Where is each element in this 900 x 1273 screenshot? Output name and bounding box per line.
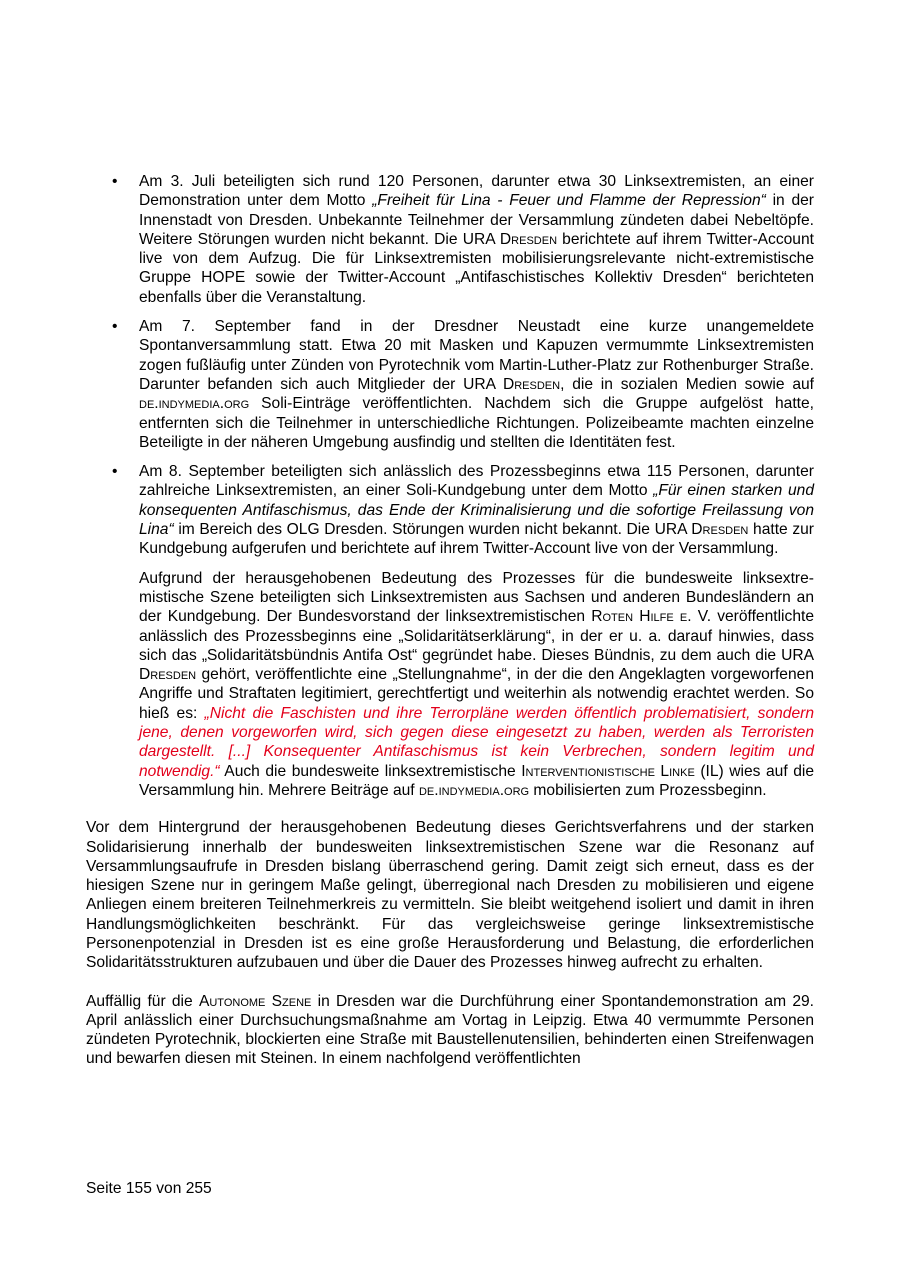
bullet-text: Am 3. Juli beteiligten sich rund 120 Personen, darunter etwa 30 Linksextremisten, an einer Demonstration unter dem Motto „Freiheit für Lina - Feuer und Flamme der Repression“ in der Innenstadt von Dresden. Unbekannte Teilnehmer der Versammlung zündeten dabei Nebeltöpfe. Weitere Störungen wurden nicht bekannt. Die URA Dresden berichtete auf ihrem Twitter-Account live von dem Aufzug. Die für Linksextremisten mobilisierungsrelevante nicht-extremistische Gruppe HOPE sowie der Twitter-Account „Antifaschistisches Kollektiv Dresden“ berichteten ebenfalls über die Veranstaltung. [139,173,814,306]
body-paragraph: Auffällig für die Autonome Szene in Dresden war die Durchführung einer Spontandemonstration am 29. April anlässlich einer Durchsuchungsmaßnahme am Vortag in Leipzig. Etwa 40 vermummte Personen zündeten Pyrotechnik, blockierten eine Straße mit Baustellenutensilien, behinderten einen Streifenwagen und bewarfen diesen mit Steinen. In einem nachfolgend veröffentlichten [86,992,814,1068]
page-number: Seite 155 von 255 [86,1180,212,1197]
list-item [86,172,814,307]
org-name: Roten Hilfe e. V. [591,608,712,626]
document-body [86,172,814,1088]
org-name: URA Dresden [462,230,558,248]
org-name: Interventionistische Linke [521,762,695,780]
body-paragraph: Vor dem Hintergrund der herausgehobenen Bedeutung dieses Gerichtsverfahrens und der starken Solidarisierung innerhalb der bundesweiten linksextremistischen Szene war die Resonanz auf Versammlungsaufrufe in Dresden bislang überraschend gering. Damit zeigt sich erneut, dass es der hiesigen Szene nur in geringem Maße gelingt, überregional nach Dresden zu mobilisieren und eigene Anliegen einem breiteren Teilnehmerkreis zu vermitteln. Sie bleibt weitgehend isoliert und damit in ihren Handlungsmöglichkeiten beschränkt. Für das vergleichsweise geringe linksextremistische Personenpotenzial in Dresden ist es eine große Herausforderung und Belastung, die erforderlichen Solidaritätsstrukturen aufzubauen und über die Dauer des Prozesses hinweg aufrecht zu erhalten. [86,819,814,972]
list-item [86,462,814,800]
motto: „Freiheit für Lina - Feuer und Flamme der Repression“ [372,192,766,210]
bullet-text: Am 7. September fand in der Dresdner Neustadt eine kurze unangemeldete Spontanversammlung statt. Etwa 20 mit Masken und Kapuzen vermummte Linksextremisten zogen fußläufig unter Zünden von Pyrotechnik vom Martin-Luther-Platz zur Rothenburger Straße. Darunter befanden sich auch Mitglieder der URA Dresden, die in sozialen Medien sowie auf de.indymedia.org Soli-Einträge veröffentlichten. Nachdem sich die Gruppe aufgelöst hatte, entfernten sich die Teilnehmer in unterschiedliche Richtungen. Polizeibeamte machten einzelne Beteiligte in der näheren Umgebung ausfindig und stellten die Identitäten fest. [139,318,815,451]
bullet-text: Am 8. September beteiligten sich anlässlich des Prozessbeginns etwa 115 Personen, darunter zahlreiche Linksextremisten, an einer Soli-Kundgebung unter dem Motto „Für einen starken und konsequenten Antifaschismus, das Ende der Kriminalisierung und die sofortige Freilassung von Lina“ im Bereich des OLG Dresden. Störungen wurden nicht bekannt. Die URA Dresden hatte zur Kundgebung aufgerufen und berichtete auf ihrem Twitter-Account live von der Versammlung. [139,463,814,558]
org-name: URA Dresden [463,375,561,393]
bullet-icon: • [112,318,118,336]
org-name: URA Dresden [139,646,814,684]
bullet-icon: • [112,173,118,190]
org-name: Autonome Szene [198,992,312,1010]
website-name: de.indymedia.org [418,781,530,799]
bullet-list [86,172,814,800]
bullet-icon: • [112,463,118,481]
motto: „Für einen starken und konsequenten Antifaschismus, das Ende der Kriminalisierung und die sofortige Freilassung von Lina“ [139,482,814,539]
list-item [86,317,814,452]
website-name: de.indymedia.org [139,395,250,413]
org-name: URA Dresden [654,521,749,539]
red-quote: „Nicht die Faschisten und ihre Terrorpläne werden öffentlich problematisiert, sondern jene, denen vorgeworfen wird, sich gegen diese eingesetzt zu haben, werden als Terroristen dargestellt. [...] Konsequenter Antifaschismus ist kein Verbrechen, sondern legitim und notwendig.“ [139,704,814,780]
bullet-subparagraph: Aufgrund der herausgehobenen Bedeutung des Prozesses für die bundesweite linksextremistische Szene beteiligten sich Linksextremisten aus Sachsen und anderen Bundesländern an der Kundgebung. Der Bundesvorstand der linksextremistischen Roten Hilfe e. V. veröffentlichte anlässlich des Prozessbeginns eine „Solidaritätserklärung“, in der er u. a. darauf hinwies, dass sich das „Solidaritätsbündnis Antifa Ost“ gegründet habe. Dieses Bündnis, zu dem auch die URA Dresden gehört, veröffentlichte eine „Stellungnahme“, in der die den Angeklagten vorgeworfenen Angriffe und Straftaten legitimiert, gerechtfertigt und weiterhin als notwendig erachtet werden. So hieß es: „Nicht die Faschisten und ihre Terrorpläne werden öffentlich problematisiert, sondern jene, denen vorgeworfen wird, sich gegen diese eingesetzt zu haben, werden als Terroristen dargestellt. [...] Konsequenter Antifaschismus ist kein Verbrechen, sondern legitim und notwendig.“ Auch die bundesweite linksextremistische Interventionistische Linke (IL) wies auf die Versammlung hin. Mehrere Beiträge auf de.indymedia.org mobilisierten zum Prozessbeginn. [139,569,814,799]
